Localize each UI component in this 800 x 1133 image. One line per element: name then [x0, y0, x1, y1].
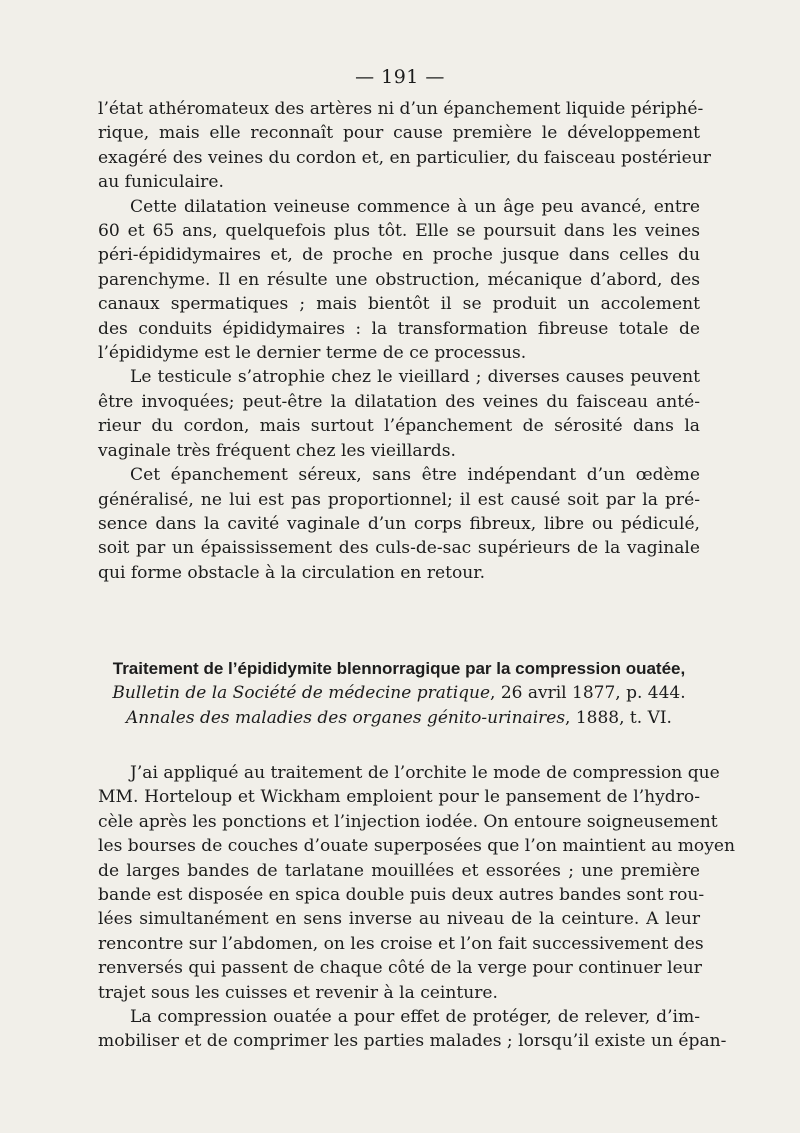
text-line: les bourses de couches d’ouate superposées que l’on maintient au moyen	[98, 836, 736, 857]
text-line: généralisé, ne lui est pas proportionnel; il est causé soit par la pré-	[98, 489, 700, 510]
text-line: 60 et 65 ans, quelquefois plus tôt. Elle se poursuit dans les veines	[98, 221, 700, 242]
text-line: trajet sous les cuisses et revenir à la ceinture.	[98, 982, 498, 1003]
text-line: J’ai appliqué au traitement de l’orchite le mode de compression que	[130, 763, 720, 783]
text-line: rencontre sur l’abdomen, on les croise et l’on fait successivement des	[98, 933, 704, 954]
text-line: qui forme obstacle à la circulation en retour.	[98, 562, 486, 583]
reference-annales	[98, 706, 700, 731]
text-line: mobiliser et de comprimer les parties malades ; lorsqu’il existe un épan-	[98, 1031, 727, 1052]
text-line: Le testicule s’atrophie chez le vieillard ; diverses causes peuvent	[130, 367, 700, 388]
text-line: soit par un épaississement des culs-de-sac supérieurs de la vaginale	[98, 538, 700, 559]
text-line: La compression ouatée a pour effet de protéger, de relever, d’im-	[130, 1007, 700, 1028]
text-line: exagéré des veines du cordon et, en particulier, du faisceau postérieur	[98, 147, 711, 168]
text-line: lées simultanément en sens inverse au niveau de la ceinture. A leur	[98, 909, 700, 930]
text-line: bande est disposée en spica double puis deux autres bandes sont rou-	[98, 885, 705, 906]
text-line: sence dans la cavité vaginale d’un corps fibreux, libre ou pédiculé,	[98, 513, 700, 534]
section-title: Traitement de l’épididymite blennorragique par la compression ouatée,	[112, 659, 686, 678]
text-line: l’état athéromateux des artères ni d’un épanchement liquide périphé-	[98, 99, 704, 119]
reference-details: , 1888, t. VI.	[565, 708, 672, 728]
text-line: Cette dilatation veineuse commence à un âge peu avancé, entre	[130, 196, 700, 217]
text-line: des conduits épididymaires : la transformation fibreuse totale de	[98, 318, 700, 339]
reference-journal: Bulletin de la Société de médecine pratique	[112, 683, 491, 703]
text-line: MM. Horteloup et Wickham emploient pour le pansement de l’hydro-	[98, 787, 700, 808]
text-line: péri-épididymaires et, de proche en proche jusque dans celles du	[98, 245, 700, 266]
reference-bulletin	[98, 681, 700, 706]
text-line: canaux spermatiques ; mais bientôt il se produit un accolement	[98, 294, 700, 315]
text-line: vaginale très fréquent chez les vieillards.	[98, 440, 456, 461]
body-text-top	[98, 97, 711, 585]
text-line: au funiculaire.	[98, 172, 224, 193]
text-line: renversés qui passent de chaque côté de la verge pour continuer leur	[98, 958, 702, 979]
text-line: être invoquées; peut-être la dilatation des veines du faisceau anté-	[98, 391, 700, 412]
text-line: rieur du cordon, mais surtout l’épanchement de sérosité dans la	[98, 416, 700, 437]
text-line: rique, mais elle reconnaît pour cause première le développement	[98, 123, 700, 144]
body-text-bottom	[98, 761, 736, 1054]
text-line: de larges bandes de tarlatane mouillées et essorées ; une première	[98, 860, 700, 881]
page-number: — 191 —	[355, 66, 445, 88]
text-line: l’épididyme est le dernier terme de ce processus.	[98, 343, 527, 364]
section-heading	[98, 656, 700, 731]
reference-details: , 26 avril 1877, p. 444.	[490, 683, 686, 703]
text-line: cèle après les ponctions et l’injection iodée. On entoure soigneusement	[98, 811, 718, 832]
text-line: parenchyme. Il en résulte une obstruction, mécanique d’abord, des	[98, 269, 700, 290]
text-line: Cet épanchement séreux, sans être indépendant d’un œdème	[130, 465, 700, 486]
reference-journal: Annales des maladies des organes génito-urinaires	[126, 708, 566, 728]
